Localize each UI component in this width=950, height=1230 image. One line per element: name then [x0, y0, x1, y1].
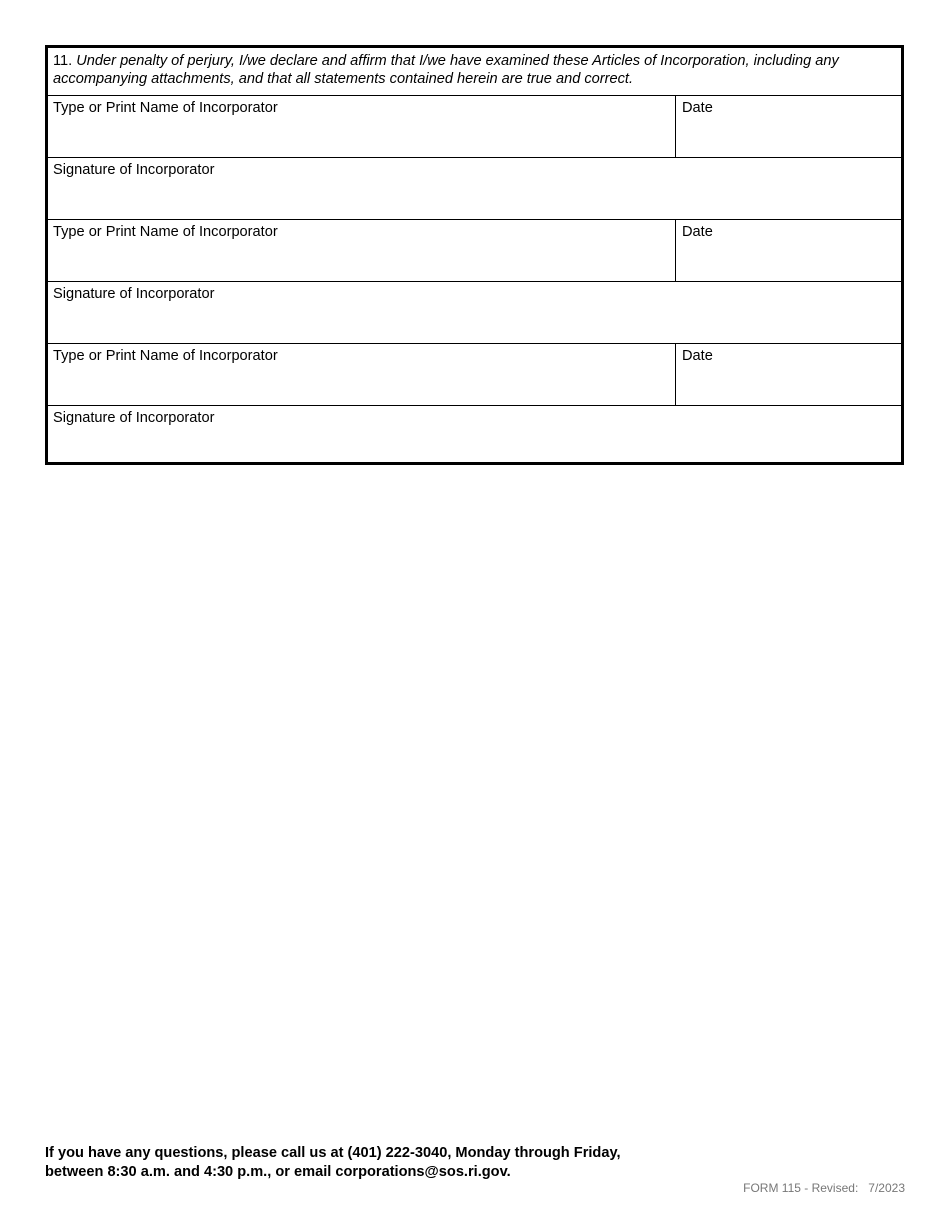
signature-label: Signature of Incorporator: [53, 162, 215, 178]
contact-note: [45, 1144, 745, 1182]
incorporator-date-field[interactable]: [675, 344, 901, 405]
incorporator-signature-table: [45, 45, 904, 465]
incorporator-name-label: Type or Print Name of Incorporator: [53, 100, 278, 116]
form-revision-label: FORM 115 - Revised: 7/2023: [743, 1181, 905, 1195]
incorporator-date-field[interactable]: [675, 220, 901, 281]
contact-note-line-2: between 8:30 a.m. and 4:30 p.m., or email corporations@sos.ri.gov.: [45, 1164, 511, 1180]
incorporator-name-label: Type or Print Name of Incorporator: [53, 348, 278, 364]
declaration-number: 11.: [53, 53, 77, 69]
incorporator-name-row[interactable]: [48, 344, 901, 406]
date-label: Date: [682, 224, 713, 240]
incorporator-name-label: Type or Print Name of Incorporator: [53, 224, 278, 240]
incorporator-signature-row[interactable]: [48, 282, 901, 344]
incorporator-signature-row[interactable]: [48, 158, 901, 220]
incorporator-name-row[interactable]: [48, 96, 901, 158]
incorporator-signature-row[interactable]: [48, 406, 901, 468]
declaration-row: [48, 48, 901, 96]
incorporator-name-row[interactable]: [48, 220, 901, 282]
signature-label: Signature of Incorporator: [53, 410, 215, 426]
contact-note-line-1: If you have any questions, please call us at (401) 222-3040, Monday through Friday,: [45, 1145, 621, 1161]
date-label: Date: [682, 100, 713, 116]
signature-label: Signature of Incorporator: [53, 286, 215, 302]
declaration-text: Under penalty of perjury, I/we declare and affirm that I/we have examined these Articles of Incorporation, including any accompanying attachments, and that all statements contained herein are true and correct.: [53, 53, 839, 87]
date-label: Date: [682, 348, 713, 364]
incorporator-date-field[interactable]: [675, 96, 901, 157]
